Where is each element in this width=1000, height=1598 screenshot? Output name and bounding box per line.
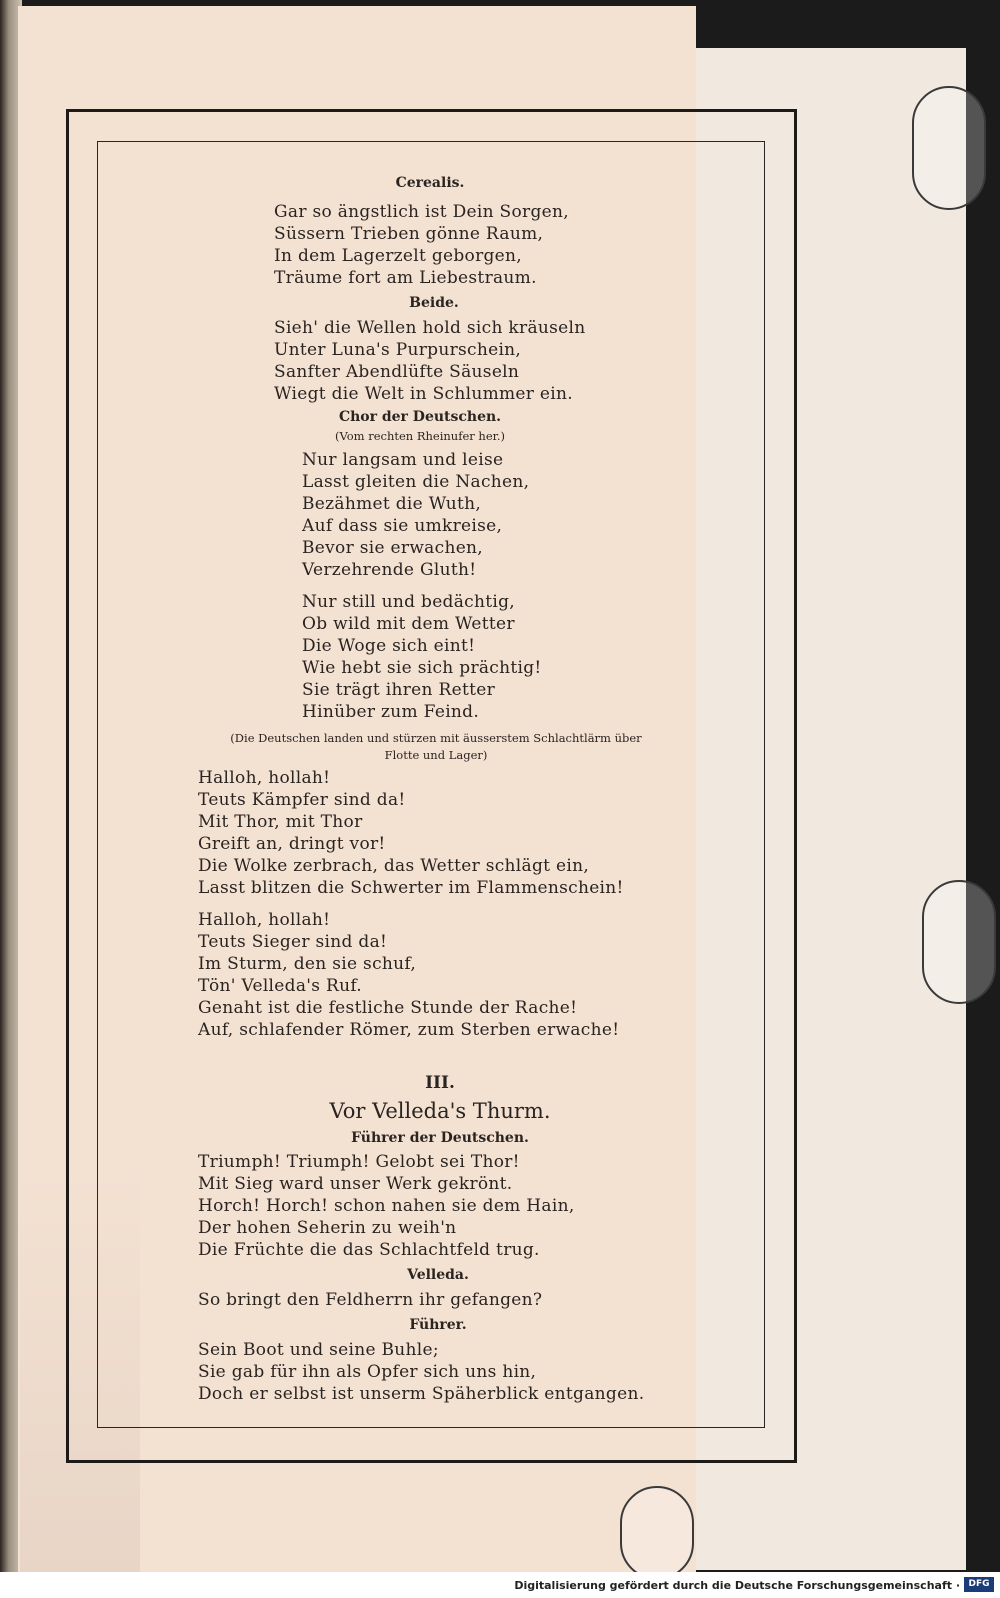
dfg-logo: DFG	[964, 1577, 994, 1592]
verse-line: Die Wolke zerbrach, das Wetter schlägt ein,	[198, 856, 590, 876]
speaker-name: Führer.	[409, 1317, 467, 1333]
clip-top	[912, 86, 986, 210]
footer-bar	[0, 1572, 1000, 1598]
verse-line: Tön' Velleda's Ruf.	[198, 976, 363, 996]
act-title: Vor Velleda's Thurm.	[329, 1099, 551, 1123]
verse-line: Genaht ist die festliche Stunde der Rache!	[198, 998, 578, 1018]
verse-line: Lasst blitzen die Schwerter im Flammenschein!	[198, 878, 624, 898]
verse-line: In dem Lagerzelt geborgen,	[274, 246, 522, 266]
verse-line: Gar so ängstlich ist Dein Sorgen,	[274, 202, 569, 222]
verse-line: Bevor sie erwachen,	[302, 538, 484, 558]
verse-line: Hinüber zum Feind.	[302, 702, 480, 722]
verse-line: So bringt den Feldherrn ihr gefangen?	[198, 1290, 543, 1310]
verse-line: Halloh, hollah!	[198, 910, 331, 930]
verse-line: Ob wild mit dem Wetter	[302, 614, 515, 634]
verse-line: Lasst gleiten die Nachen,	[302, 472, 530, 492]
verse-line: Nur still und bedächtig,	[302, 592, 515, 612]
verse-line: Auf, schlafender Römer, zum Sterben erwache!	[198, 1020, 620, 1040]
footer-credit: Digitalisierung gefördert durch die Deutsche Forschungsgemeinschaft ·	[514, 1579, 960, 1592]
verse-line: Die Früchte die das Schlachtfeld trug.	[198, 1240, 540, 1260]
stage-direction: Flotte und Lager)	[384, 748, 488, 762]
verse-line: Träume fort am Liebestraum.	[274, 268, 537, 288]
verse-line: Greift an, dringt vor!	[198, 834, 386, 854]
speaker-name: Cerealis.	[395, 175, 465, 191]
verse-line: Mit Sieg ward unser Werk gekrönt.	[198, 1174, 513, 1194]
verse-line: Der hohen Seherin zu weih'n	[198, 1218, 457, 1238]
speaker-name: Führer der Deutschen.	[351, 1130, 529, 1146]
verse-line: Sieh' die Wellen hold sich kräuseln	[274, 318, 586, 338]
verse-line: Sie gab für ihn als Opfer sich uns hin,	[198, 1362, 537, 1382]
stage-direction: (Die Deutschen landen und stürzen mit äusserstem Schlachtlärm über	[230, 731, 642, 745]
verse-line: Nur langsam und leise	[302, 450, 504, 470]
verse-line: Sein Boot und seine Buhle;	[198, 1340, 439, 1360]
verse-line: Sie trägt ihren Retter	[302, 680, 495, 700]
verse-line: Triumph! Triumph! Gelobt sei Thor!	[198, 1152, 520, 1172]
act-number: III.	[425, 1073, 455, 1093]
verse-line: Wie hebt sie sich prächtig!	[302, 658, 542, 678]
verse-line: Die Woge sich eint!	[302, 636, 476, 656]
clip-middle	[922, 880, 996, 1004]
verse-line: Teuts Sieger sind da!	[198, 932, 388, 952]
verse-line: Horch! Horch! schon nahen sie dem Hain,	[198, 1196, 575, 1216]
verse-line: Mit Thor, mit Thor	[198, 812, 363, 832]
verse-line: Verzehrende Gluth!	[302, 560, 477, 580]
stage-direction: (Vom rechten Rheinufer her.)	[334, 429, 506, 443]
verse-line: Wiegt die Welt in Schlummer ein.	[274, 384, 573, 404]
speaker-name: Velleda.	[407, 1267, 469, 1283]
verse-line: Auf dass sie umkreise,	[302, 516, 503, 536]
verse-line: Unter Luna's Purpurschein,	[274, 340, 522, 360]
speaker-name: Chor der Deutschen.	[338, 409, 502, 425]
verse-line: Bezähmet die Wuth,	[302, 494, 482, 514]
clip-bottom	[620, 1486, 694, 1580]
verse-line: Doch er selbst ist unserm Späherblick entgangen.	[198, 1384, 645, 1404]
verse-line: Süssern Trieben gönne Raum,	[274, 224, 544, 244]
verse-line: Teuts Kämpfer sind da!	[198, 790, 406, 810]
verse-line: Im Sturm, den sie schuf,	[198, 954, 417, 974]
verse-line: Halloh, hollah!	[198, 768, 331, 788]
speaker-name: Beide.	[409, 295, 459, 311]
verse-line: Sanfter Abendlüfte Säuseln	[274, 362, 520, 382]
